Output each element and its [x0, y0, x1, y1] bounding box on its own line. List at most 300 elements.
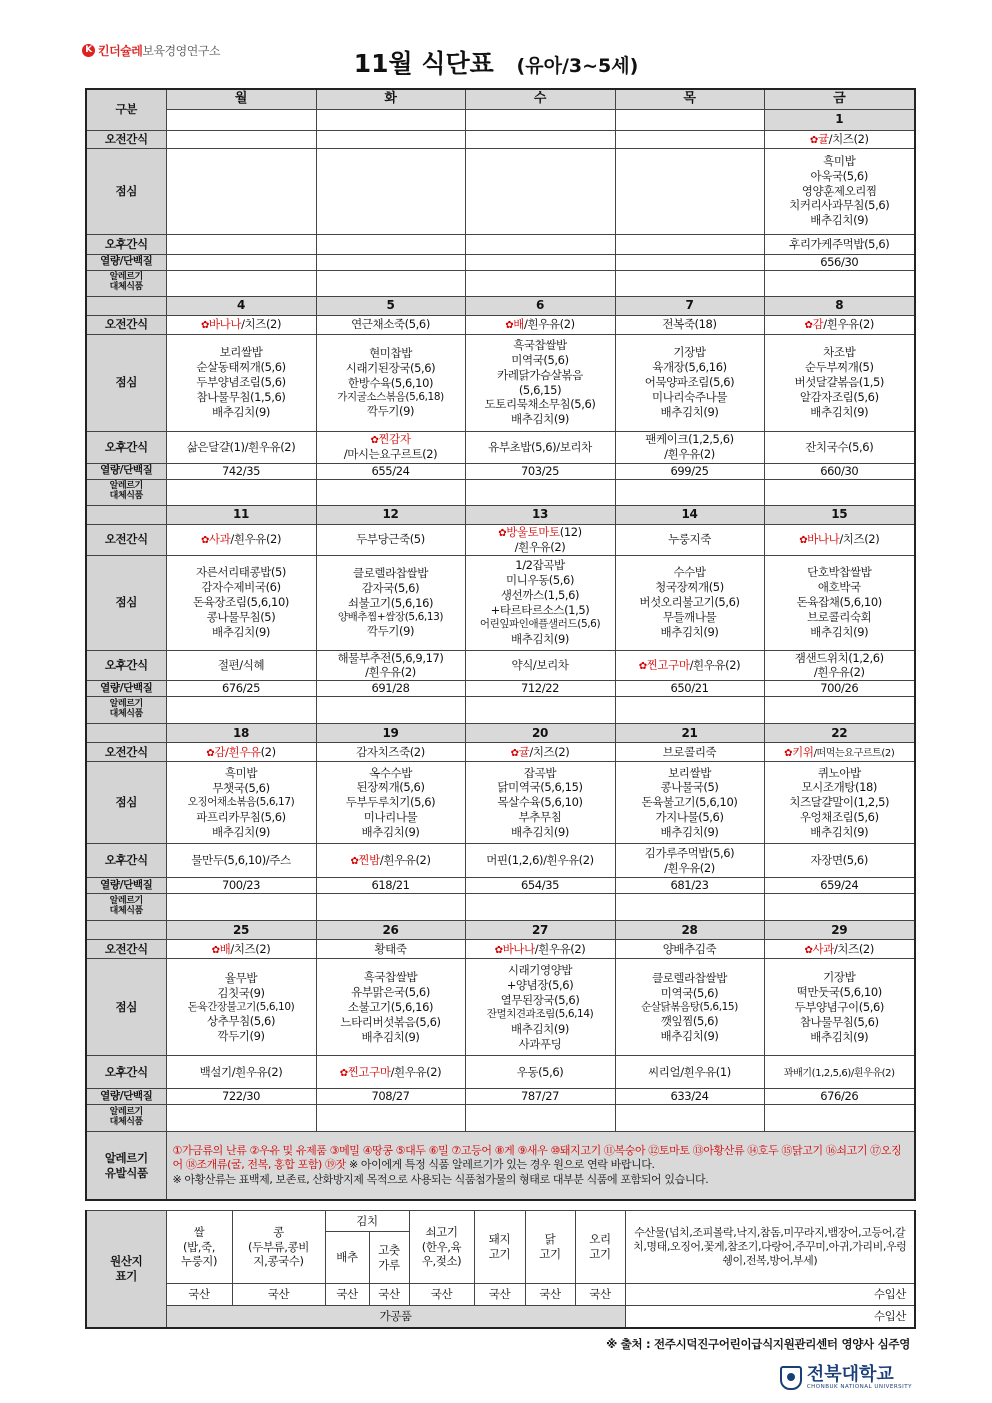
day-header-text: 수	[533, 90, 547, 106]
energy-value: 700/23	[221, 878, 261, 893]
lunch-item: 두부두루치기(5,6)	[345, 795, 436, 810]
lunch-item: 무챗국(5,6)	[212, 781, 270, 796]
flower-icon: ✿	[494, 944, 503, 956]
date-text: 11	[233, 506, 249, 521]
menu-text: 사과	[208, 532, 231, 546]
allergy-sub-cell	[465, 479, 615, 505]
menu-text: /흰우유(2)	[534, 941, 586, 956]
logo-rest-text: 보육경영연구소	[142, 44, 221, 58]
allergy-sub-cell	[316, 894, 465, 921]
energy-label	[86, 878, 166, 894]
date-cell	[465, 109, 615, 130]
energy-cell	[166, 463, 316, 479]
allergy-sub-cell	[465, 894, 615, 921]
lunch-item: 청국장찌개(5)	[655, 580, 724, 595]
menu-text: 누룽지죽	[668, 532, 711, 547]
menu-text: 귤	[817, 131, 829, 146]
lunch-item: 깻잎찜(5,6)	[660, 1014, 719, 1029]
lunch-item: 배추김치(9)	[212, 404, 270, 419]
origin-val-cabbage: 국산	[325, 1284, 369, 1306]
date-cell	[764, 724, 915, 743]
lunch-item: 흑국찹쌀밥	[513, 337, 567, 352]
date-text: 27	[532, 922, 548, 937]
energy-label	[86, 254, 166, 270]
pm-snack-label-text: 오후간식	[104, 657, 148, 672]
am-snack-cell	[316, 315, 465, 334]
menu-text: 유부초밥(5,6)/보리차	[488, 439, 592, 454]
lunch-item: 미니우동(5,6)	[505, 573, 575, 588]
allergy-sub-label-2: 대체식품	[109, 709, 143, 720]
date-text: 25	[233, 922, 249, 937]
university-name: 전북대학교	[806, 1364, 894, 1385]
menu-text: 해물부추전(5,6,9,17)	[337, 650, 444, 665]
pm-snack-label-text: 오후간식	[104, 439, 148, 454]
university-name-en: CHONBUK NATIONAL UNIVERSITY	[806, 1384, 912, 1390]
day-header-text: 금	[833, 90, 846, 106]
logo-k-icon: K	[82, 44, 95, 57]
flower-icon: ✿	[211, 944, 220, 956]
lunch-item: 한방수육(5,6,10)	[347, 375, 434, 390]
menu-text: 바나나	[502, 941, 535, 956]
menu-text: (2)	[260, 744, 276, 759]
lunch-cell	[316, 334, 465, 431]
lunch-item: 영양훈제오리찜	[801, 183, 877, 198]
pm-snack-label	[86, 1056, 166, 1089]
lunch-cell	[615, 334, 764, 431]
lunch-cell	[465, 148, 615, 234]
lunch-item: 1/2잡곡밥	[515, 558, 565, 573]
pm-snack-cell	[764, 650, 915, 681]
am-snack-cell	[465, 940, 615, 959]
pm-snack-label-text: 오후간식	[104, 853, 148, 868]
allergy-sub-label-2: 대체식품	[109, 282, 143, 292]
day-header-text: 화	[384, 90, 397, 106]
lunch-item: 돈육잡채(5,6,10)	[796, 595, 882, 610]
allergy-sub-cell	[615, 270, 764, 296]
origin-bean: 콩 (두부류,콩비 지,콩국수)	[232, 1211, 325, 1284]
lunch-item: 부추무침	[518, 810, 562, 825]
lunch-item: 미나리숙주나물	[652, 389, 727, 404]
menu-text: 머핀(1,2,6)/흰우유(2)	[486, 853, 594, 868]
flower-icon: ✿	[784, 747, 793, 759]
am-snack-cell	[764, 940, 915, 959]
pm-snack-cell	[316, 234, 465, 254]
date-cell	[316, 921, 465, 940]
origin-label: 원산지 표기	[86, 1211, 166, 1328]
lunch-item: 닭미역국(5,6,15)	[497, 780, 583, 795]
lunch-label	[86, 959, 166, 1056]
menu-text: /치즈(2)	[230, 941, 271, 956]
origin-table	[85, 1210, 916, 1329]
date-text: 29	[831, 922, 848, 937]
allergy-sub-label	[86, 1105, 166, 1132]
lunch-item: 어린잎파인애플샐러드(5,6)	[479, 618, 601, 631]
allergy-sub-label	[86, 270, 166, 296]
university-logo	[780, 1366, 912, 1390]
date-cell	[465, 505, 615, 524]
lunch-label	[86, 334, 166, 431]
energy-cell	[465, 1089, 615, 1105]
date-cell	[166, 724, 316, 743]
menu-text: 찐감자	[378, 432, 411, 447]
lunch-item: 흑국찹쌀밥	[363, 970, 418, 985]
date-cell	[764, 109, 915, 130]
date-text: 15	[831, 506, 848, 521]
lunch-item: 참나물무침(1,5,6)	[196, 389, 286, 404]
lunch-item: 깍두기(9)	[217, 1029, 265, 1044]
lunch-item: 카레닭가슴살볶음	[497, 367, 583, 382]
menu-text: /치즈(2)	[833, 941, 874, 956]
am-snack-cell	[316, 130, 465, 148]
origin-val-processed: 수입산	[625, 1306, 915, 1328]
date-text: 18	[233, 725, 249, 740]
lunch-cell	[465, 959, 615, 1056]
menu-text: /흰우유(2)	[664, 447, 715, 461]
menu-text: /흰우유(2)	[390, 1064, 442, 1079]
lunch-cell	[615, 148, 764, 234]
lunch-cell	[316, 148, 465, 234]
energy-cell	[316, 254, 465, 270]
energy-cell	[764, 1089, 915, 1105]
lunch-item: 참나물무침(5,6)	[799, 1014, 879, 1029]
energy-cell	[764, 254, 915, 270]
lunch-item: 미역국(5,6)	[660, 985, 719, 1000]
menu-text: 꽈배기(1,2,5,6)/흰우유(2)	[783, 1067, 895, 1079]
date-cell	[764, 921, 915, 940]
am-snack-cell	[615, 130, 764, 148]
flower-icon: ✿	[809, 134, 818, 146]
menu-text: 배	[219, 941, 231, 956]
lunch-item: 배추김치(9)	[810, 825, 869, 840]
lunch-cell	[465, 762, 615, 844]
flower-icon: ✿	[638, 660, 647, 672]
pm-snack-cell	[465, 1056, 615, 1089]
day-header-3	[615, 89, 764, 109]
menu-text: 전복죽(18)	[662, 317, 717, 332]
lunch-item: 미나리나물	[363, 810, 418, 825]
allergy-sub-cell	[764, 697, 915, 724]
lunch-item: 브로콜리숙회	[807, 609, 872, 624]
lunch-item: 느타리버섯볶음(5,6)	[340, 1014, 441, 1029]
lunch-cell	[465, 555, 615, 650]
origin-pepper: 고춧 가루	[369, 1232, 409, 1284]
lunch-cell	[764, 148, 915, 234]
energy-value: 654/35	[520, 878, 560, 893]
lunch-cell	[166, 762, 316, 844]
energy-label-text: 열량/단백질	[100, 464, 153, 477]
pm-snack-cell	[764, 1056, 915, 1089]
menu-text: /치즈(2)	[529, 744, 570, 759]
lunch-item: 수수밥	[673, 565, 706, 580]
lunch-item: 알감자조림(5,6)	[799, 389, 879, 404]
menu-text: 자장면(5,6)	[810, 853, 868, 868]
pm-snack-cell	[316, 431, 465, 463]
date-cell	[465, 921, 615, 940]
energy-cell	[316, 463, 465, 479]
date-cell	[465, 724, 615, 743]
lunch-item: 유부맑은국(5,6)	[351, 984, 430, 999]
am-snack-cell	[764, 130, 915, 148]
lunch-item: 치커리사과무침(5,6)	[789, 198, 890, 213]
lunch-item: 도토리묵채소무침(5,6)	[484, 397, 596, 412]
date-cell	[316, 109, 465, 130]
menu-text: /마시는요구르트(2)	[343, 447, 438, 462]
lunch-item: 버섯오리불고기(5,6)	[639, 595, 740, 610]
energy-value: 681/23	[670, 878, 709, 893]
menu-text: 찐밤	[358, 853, 380, 868]
date-cell	[615, 921, 764, 940]
allergy-note-1: ※ 아이에게 특정 식품 알레르기가 있는 경우 원으로 연락 바랍니다.	[345, 1158, 655, 1172]
lunch-item: 순살닭볶음탕(5,6,15)	[641, 1000, 738, 1013]
lunch-item: 보리쌀밥	[219, 345, 263, 360]
energy-cell	[166, 878, 316, 894]
origin-val-duck: 국산	[575, 1284, 625, 1306]
pm-snack-cell	[615, 431, 764, 463]
lunch-item: 두부양념조림(5,6)	[196, 375, 286, 390]
energy-value: 676/26	[820, 1089, 859, 1104]
allergy-sub-label-1: 알레르기	[109, 896, 143, 907]
lunch-label-text: 점심	[115, 375, 137, 390]
page-title	[0, 44, 992, 80]
energy-value: 712/22	[520, 681, 560, 696]
energy-value: 703/25	[520, 463, 560, 478]
origin-val-beef: 국산	[409, 1284, 474, 1306]
date-cell	[615, 109, 764, 130]
lunch-item: 흑미밥	[823, 153, 856, 168]
am-snack-cell	[764, 315, 915, 334]
pm-snack-cell	[615, 1056, 764, 1089]
date-cell	[615, 505, 764, 524]
flower-icon: ✿	[339, 1067, 348, 1079]
allergy-sub-cell	[316, 1105, 465, 1132]
allergy-sub-label-2: 대체식품	[109, 906, 143, 917]
energy-value: 787/27	[520, 1089, 560, 1104]
menu-text: 잼샌드위치(1,2,6)	[794, 650, 884, 665]
date-text: 14	[681, 506, 698, 521]
lunch-item: 아욱국(5,6)	[810, 168, 868, 183]
date-text: 7	[685, 297, 694, 312]
allergy-sub-cell	[615, 479, 764, 505]
lunch-item: 잔멸치견과조림(5,6,14)	[486, 1008, 594, 1021]
energy-cell	[764, 878, 915, 894]
lunch-item: 감자수제비국(6)	[201, 580, 281, 595]
date-cell	[316, 505, 465, 524]
lunch-item: 배추김치(9)	[660, 624, 719, 639]
lunch-item: 배추김치(9)	[810, 624, 869, 639]
title-text: 11월 식단표	[353, 49, 494, 78]
origin-val-bean: 국산	[232, 1284, 325, 1306]
pm-snack-cell	[615, 650, 764, 681]
date-text: 12	[382, 506, 399, 521]
lunch-cell	[465, 334, 615, 431]
energy-cell	[316, 1089, 465, 1105]
menu-text: /흰우유(2)	[689, 657, 741, 672]
energy-value: 691/28	[371, 681, 410, 696]
am-snack-cell	[615, 315, 764, 334]
am-snack-cell	[465, 743, 615, 762]
allergy-sub-label	[86, 894, 166, 921]
menu-text: 방울토마토	[506, 524, 560, 539]
lunch-item: 배추김치(9)	[511, 631, 569, 646]
am-snack-cell	[316, 940, 465, 959]
flower-icon: ✿	[498, 527, 507, 539]
pm-snack-cell	[166, 234, 316, 254]
energy-cell	[615, 1089, 764, 1105]
lunch-item: 떡만둣국(5,6,10)	[796, 984, 882, 999]
origin-val-seafood: 수입산	[625, 1284, 915, 1306]
am-snack-label	[86, 743, 166, 762]
day-header-0	[166, 89, 316, 109]
menu-text: /흰우유(2)	[379, 853, 431, 868]
lunch-item: 버섯달걀볶음(1,5)	[794, 375, 884, 390]
date-cell	[465, 296, 615, 315]
allergy-sub-label-2: 대체식품	[109, 491, 143, 501]
date-text: 21	[681, 725, 698, 740]
lunch-item: 배추김치(9)	[810, 213, 869, 228]
date-text: 28	[681, 922, 698, 937]
flower-icon: ✿	[804, 944, 813, 956]
pm-snack-label	[86, 844, 166, 878]
allergy-sub-label-1: 알레르기	[109, 699, 143, 710]
lunch-item: 된장찌개(5,6)	[356, 780, 425, 795]
lunch-item: 오징어채소볶음(5,6,17)	[187, 796, 295, 809]
menu-text: 찐고구마	[646, 657, 690, 672]
lunch-item: 치즈달걀말이(1,2,5)	[789, 795, 890, 810]
lunch-cell	[764, 555, 915, 650]
allergy-sub-cell	[764, 479, 915, 505]
lunch-cell	[166, 959, 316, 1056]
allergy-list	[166, 1132, 915, 1200]
lunch-item: 미역국(5,6)	[511, 352, 569, 367]
lunch-item: 배추김치(9)	[212, 824, 270, 839]
am-snack-cell	[615, 524, 764, 555]
menu-text: 양배추김죽	[662, 941, 717, 956]
day-header-text: 목	[683, 90, 696, 106]
date-cell	[615, 296, 764, 315]
lunch-label-text: 점심	[115, 999, 137, 1014]
lunch-label	[86, 762, 166, 844]
lunch-item: 두부양념구이(5,6)	[794, 999, 884, 1014]
am-snack-cell	[465, 315, 615, 334]
origin-rice: 쌀 (밥,죽, 누룽지)	[166, 1211, 232, 1284]
pm-snack-label	[86, 431, 166, 463]
lunch-item: 목살수육(5,6,10)	[497, 795, 583, 810]
allergy-sub-cell	[316, 270, 465, 296]
energy-cell	[465, 878, 615, 894]
lunch-item: 현미찹밥	[369, 345, 412, 360]
pm-snack-cell	[465, 234, 615, 254]
flower-icon: ✿	[200, 320, 209, 331]
menu-text: 삶은달걀(1)/흰우유(2)	[186, 439, 296, 454]
energy-cell	[166, 681, 316, 697]
am-snack-cell	[615, 940, 764, 959]
menu-text: 바나나	[208, 317, 242, 331]
lunch-item: 자른서리태콩밥(5)	[195, 565, 287, 580]
lunch-item: 율무밥	[224, 970, 258, 985]
menu-text: 감/흰우유	[214, 744, 261, 759]
allergy-sub-cell	[615, 1105, 764, 1132]
lunch-cell	[764, 334, 915, 431]
pm-snack-cell	[166, 1056, 316, 1089]
lunch-item: 파프리카무침(5,6)	[196, 809, 286, 824]
energy-label-text: 열량/단백질	[100, 255, 153, 268]
menu-text: 약식/보리차	[511, 657, 569, 672]
energy-label-text: 열량/단백질	[100, 879, 153, 892]
menu-text: 키위	[792, 744, 814, 759]
lunch-item: 깍두기(9)	[366, 624, 415, 639]
lunch-item: 상추무침(5,6)	[206, 1014, 276, 1029]
lunch-item: 애호박국	[817, 580, 861, 595]
lunch-cell	[615, 555, 764, 650]
date-row-blank	[86, 505, 166, 524]
energy-value: 700/26	[820, 681, 859, 696]
lunch-item: 배추김치(9)	[511, 825, 569, 840]
pm-snack-label	[86, 234, 166, 254]
energy-label-text: 열량/단백질	[100, 1090, 153, 1103]
am-snack-cell	[764, 524, 915, 555]
pm-snack-cell	[166, 431, 316, 463]
menu-text: 우동(5,6)	[516, 1064, 564, 1079]
lunch-item: 배추김치(9)	[810, 404, 869, 419]
menu-text: /흰우유(2)	[514, 539, 566, 554]
energy-cell	[615, 254, 764, 270]
lunch-item: 차조밥	[823, 345, 856, 360]
am-snack-cell	[166, 940, 316, 959]
lunch-item: 배추김치(9)	[511, 412, 569, 427]
origin-beef: 쇠고기 (한우,육 우,젖소)	[409, 1211, 474, 1284]
title-subtitle: (유아/3~5세)	[516, 55, 639, 77]
lunch-item: 잡곡밥	[523, 765, 557, 780]
lunch-cell	[316, 762, 465, 844]
lunch-item: 배추김치(9)	[660, 1029, 719, 1044]
energy-cell	[615, 463, 764, 479]
lunch-item: 깍두기(9)	[366, 404, 415, 419]
lunch-item: 돈육장조림(5,6,10)	[193, 595, 289, 610]
pm-snack-cell	[615, 844, 764, 878]
allergy-sub-cell	[166, 697, 316, 724]
flower-icon: ✿	[505, 320, 514, 331]
date-text: 19	[382, 725, 399, 740]
date-text: 13	[532, 506, 548, 521]
menu-text: 잔치국수(5,6)	[805, 439, 874, 454]
allergy-note-2: ※ 아황산류는 표백제, 보존료, 산화방지제 목적으로 사용되는 식품첨가물의 형태로 대부분 식품에 포함되어 있습니다.	[172, 1172, 709, 1186]
pm-snack-cell	[764, 234, 915, 254]
lunch-item: 순두부찌개(5)	[804, 360, 874, 375]
am-snack-cell	[166, 524, 316, 555]
am-snack-label-text: 오전간식	[104, 941, 148, 956]
flower-icon: ✿	[350, 856, 359, 868]
pm-snack-cell	[764, 844, 915, 878]
menu-text: /치즈(2)	[839, 532, 880, 546]
energy-cell	[166, 1089, 316, 1105]
lunch-cell	[615, 762, 764, 844]
origin-chicken: 닭 고기	[525, 1211, 575, 1284]
allergy-sub-cell	[316, 479, 465, 505]
lunch-item: 시래기영양밥	[507, 963, 573, 978]
origin-seafood: 수산물(넙치,조피볼락,낙지,참돔,미꾸라지,뱀장어,고등어,갈치,명태,오징어,꽃게,참조기,다랑어,주꾸미,아귀,가리비,우렁쉥이,전복,방어,부세)	[625, 1211, 915, 1284]
energy-label	[86, 681, 166, 697]
energy-cell	[764, 463, 915, 479]
lunch-label-text: 점심	[115, 183, 137, 198]
lunch-label-text: 점심	[115, 595, 137, 610]
pm-snack-cell	[166, 650, 316, 681]
am-snack-label	[86, 315, 166, 334]
am-snack-cell	[166, 315, 316, 334]
menu-text: 팬케이크(1,2,5,6)	[645, 432, 734, 447]
allergy-sub-cell	[465, 1105, 615, 1132]
menu-table	[85, 88, 916, 1201]
am-snack-cell	[465, 524, 615, 555]
